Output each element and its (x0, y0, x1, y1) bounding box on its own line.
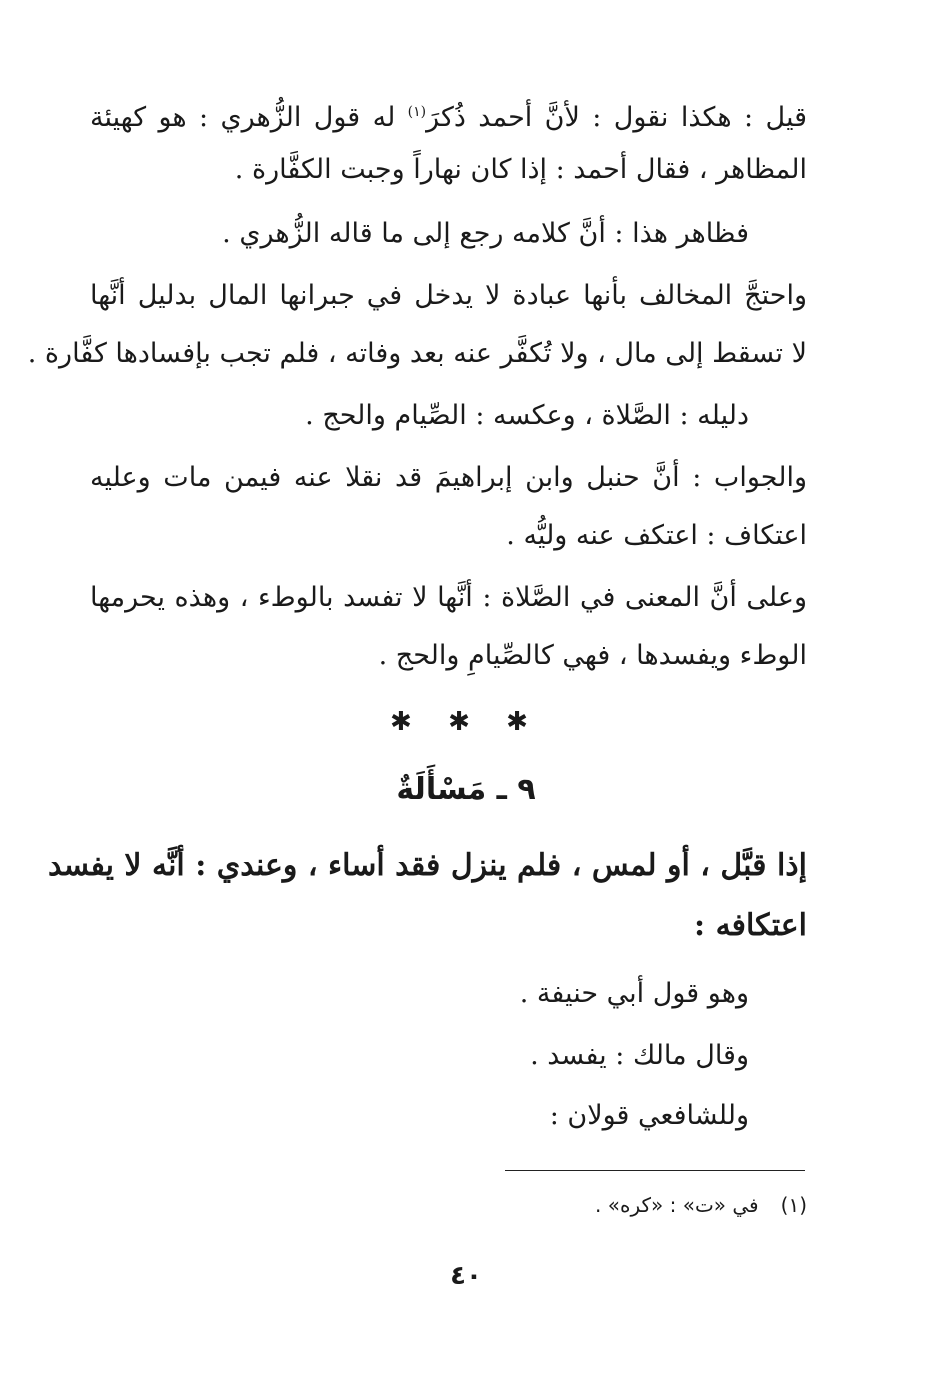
opinion-line-3: وللشافعي قولان : (549, 1100, 749, 1131)
issue-heading: ٩ ـ مَسْأَلَةٌ (396, 772, 536, 807)
body-line-1-start: قيل : هكذا نقول : لأنَّ أحمد ذُكرَ (426, 102, 807, 133)
body-line-9: وعلى أنَّ المعنى في الصَّلاة : أنَّها لا تفسد بالوطء ، وهذه يحرمها (90, 582, 807, 613)
opinion-line-2: وقال مالك : يفسد . (530, 1040, 749, 1071)
issue-line-1: إذا قبَّل ، أو لمس ، فلم ينزل فقد أساء ، وعندي : أنَّه لا يفسد (47, 848, 807, 883)
footnote (595, 1190, 807, 1220)
opinion-line-1: وهو قول أبي حنيفة . (519, 978, 749, 1009)
body-line-4: واحتجَّ المخالف بأنها عبادة لا يدخل في جبرانها المال بدليل أنَّها (90, 280, 807, 311)
footnote-reference[interactable]: (١) (407, 104, 427, 120)
issue-line-2: اعتكافه : (694, 908, 807, 943)
body-line-1-end: له قول الزُّهري : هو كهيئة (90, 102, 408, 133)
body-line-8: اعتكاف : اعتكف عنه وليُّه . (506, 520, 807, 551)
body-line-1 (90, 92, 807, 138)
body-line-2: المظاهر ، فقال أحمد : إذا كان نهاراً وجبت الكفَّارة . (234, 154, 807, 185)
body-line-5: لا تسقط إلى مال ، ولا تُكفَّر عنه بعد وفاته ، فلم تجب بإفسادها كفَّارة . (27, 338, 807, 369)
footnote-text: في «ت» : «كره» . (595, 1193, 759, 1217)
body-line-6: دليله : الصَّلاة ، وعكسه : الصِّيام والحج . (305, 400, 749, 431)
body-line-10: الوطء ويفسدها ، فهي كالصِّيامِ والحج . (378, 640, 807, 671)
footnote-number: (١) (780, 1193, 807, 1217)
page-number: ٤٠ (450, 1261, 482, 1291)
section-separator: ✱ ✱ ✱ (390, 707, 542, 737)
body-line-3: فظاهر هذا : أنَّ كلامه رجع إلى ما قاله الزُّهري . (222, 218, 749, 249)
body-line-7: والجواب : أنَّ حنبل وابن إبراهيمَ قد نقلا عنه فيمن مات وعليه (90, 462, 807, 493)
footnote-divider (505, 1170, 805, 1171)
